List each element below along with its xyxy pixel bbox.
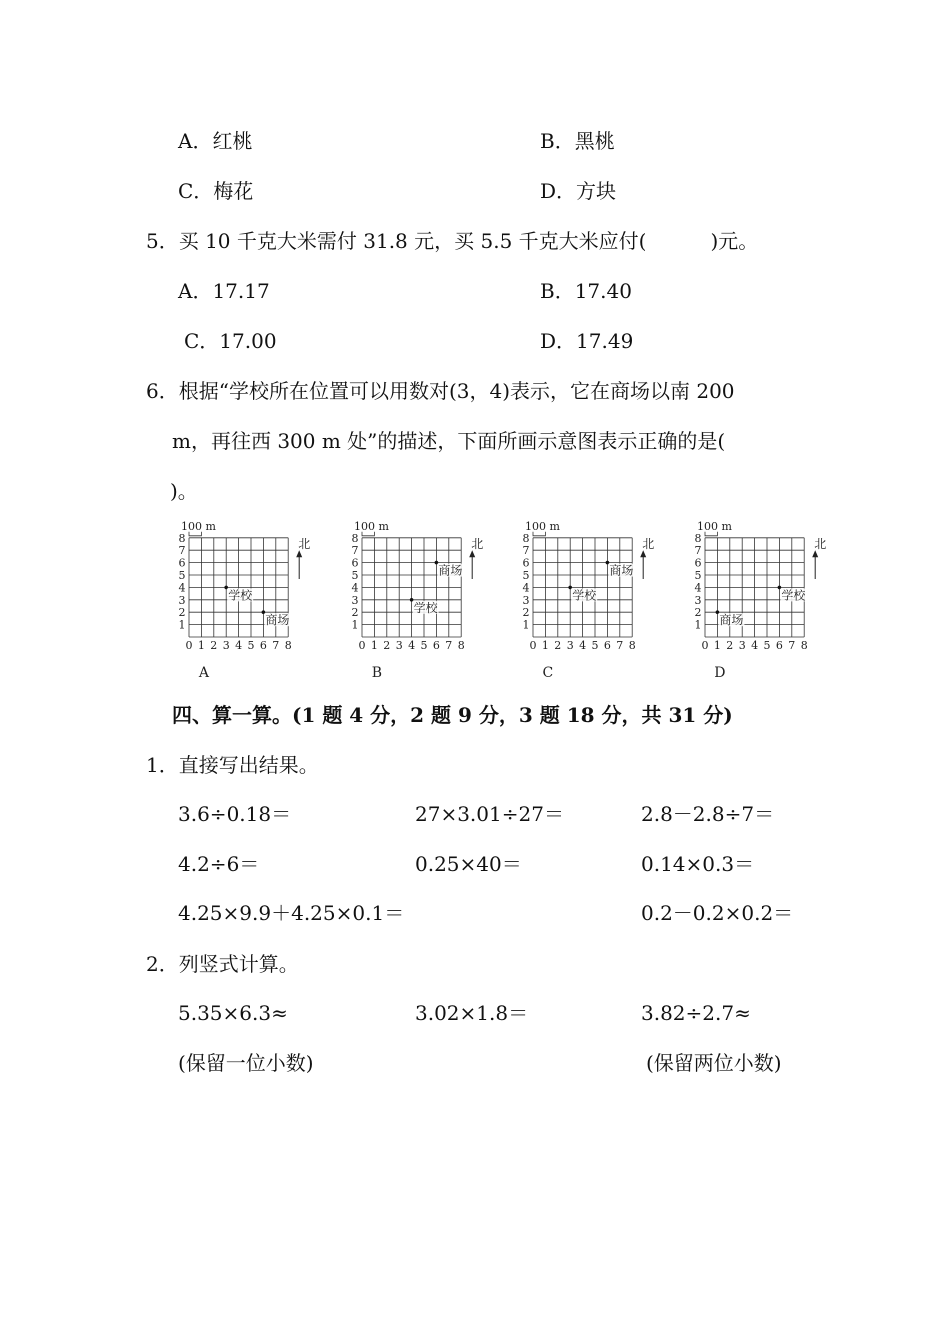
q6-stem-line1: 6．根据“学校所在位置可以用数对(3，4)表示，它在商场以南 200: [146, 379, 735, 403]
y-tick-label: 2: [351, 606, 359, 620]
x-tick-label: 2: [383, 639, 391, 652]
x-tick-label: 0: [358, 639, 366, 652]
grid-svg: [514, 512, 664, 687]
x-tick-label: 6: [603, 639, 611, 652]
s4-q2-note1: (保留一位小数): [178, 1051, 314, 1075]
north-arrow-icon: [640, 550, 646, 557]
q5-stem: [146, 228, 758, 254]
x-tick-label: 0: [701, 639, 709, 652]
s4-q1-r3c1: 4.25×9.9＋4.25×0.1＝: [178, 901, 405, 925]
school-label: 学校: [228, 588, 253, 603]
y-tick-label: 6: [694, 556, 702, 570]
x-tick-label: 6: [775, 639, 783, 652]
q6-grid-d: [686, 512, 836, 687]
q4-option-b: B．黑桃: [540, 129, 615, 153]
y-tick-label: 5: [178, 569, 186, 582]
q6-grid-b: [343, 512, 493, 687]
y-tick-label: 5: [694, 569, 702, 582]
s4-q2-stem: 2．列竖式计算。: [146, 952, 299, 976]
y-tick-label: 6: [351, 556, 359, 570]
x-tick-label: 1: [713, 639, 721, 652]
y-tick-label: 4: [694, 581, 702, 595]
x-tick-label: 0: [185, 639, 193, 652]
y-tick-label: 7: [522, 544, 530, 558]
y-tick-label: 7: [694, 544, 702, 558]
q4-option-c: C．梅花: [178, 179, 254, 203]
y-tick-label: 4: [178, 581, 186, 595]
x-tick-label: 8: [284, 639, 292, 652]
x-tick-label: 4: [579, 639, 587, 652]
north-label: 北: [642, 537, 655, 552]
y-tick-label: 4: [351, 581, 359, 595]
grid-svg: [686, 512, 836, 687]
north-arrow-icon: [469, 550, 475, 557]
mall-label: 商场: [719, 613, 744, 628]
y-tick-label: 4: [522, 581, 530, 595]
grid-option-label: D: [714, 665, 726, 681]
x-tick-label: 7: [788, 639, 796, 652]
s4-q1-stem: 1．直接写出结果。: [146, 753, 319, 777]
q5-option-a: A．17.17: [178, 279, 270, 303]
s4-q2-c2: 3.02×1.8＝: [415, 1001, 529, 1025]
x-tick-label: 8: [628, 639, 636, 652]
x-tick-label: 4: [751, 639, 759, 652]
scale-label: 100 m: [525, 519, 560, 533]
grid-option-label: B: [371, 665, 383, 681]
q6-stem-line2: m，再往西 300 m 处”的描述，下面所画示意图表示正确的是(: [172, 429, 726, 453]
school-label: 学校: [572, 588, 597, 603]
x-tick-label: 4: [408, 639, 416, 652]
grid-option-label: A: [198, 665, 209, 681]
y-tick-label: 6: [178, 556, 186, 570]
y-tick-label: 1: [178, 618, 186, 632]
x-tick-label: 2: [210, 639, 218, 652]
y-tick-label: 2: [178, 606, 186, 620]
q5-stem-after: )元。: [710, 229, 759, 253]
north-label: 北: [298, 537, 311, 552]
x-tick-label: 4: [235, 639, 243, 652]
y-tick-label: 3: [522, 593, 530, 607]
x-tick-label: 2: [726, 639, 734, 652]
x-tick-label: 7: [445, 639, 453, 652]
y-tick-label: 1: [522, 618, 530, 632]
y-tick-label: 3: [178, 593, 186, 607]
s4-q1-r1c3: 2.8－2.8÷7＝: [641, 802, 775, 826]
y-tick-label: 7: [178, 544, 186, 558]
grid-option-label: C: [542, 665, 554, 681]
school-label: 学校: [413, 600, 438, 615]
grid-svg: [343, 512, 493, 687]
y-tick-label: 7: [351, 544, 359, 558]
y-tick-label: 3: [694, 593, 702, 607]
q4-option-d: D．方块: [540, 179, 617, 203]
x-tick-label: 1: [370, 639, 378, 652]
q5-option-c: C．17.00: [184, 329, 277, 353]
north-arrow-icon: [812, 550, 818, 557]
x-tick-label: 3: [222, 639, 230, 652]
y-tick-label: 6: [522, 556, 530, 570]
s4-q1-r2c3: 0.14×0.3＝: [641, 852, 755, 876]
s4-q1-r1c1: 3.6÷0.18＝: [178, 802, 292, 826]
y-tick-label: 3: [351, 593, 359, 607]
x-tick-label: 2: [554, 639, 562, 652]
x-tick-label: 7: [272, 639, 280, 652]
q6-stem-line3: )。: [170, 479, 198, 503]
x-tick-label: 6: [259, 639, 267, 652]
north-arrow-icon: [296, 550, 302, 557]
x-tick-label: 1: [541, 639, 549, 652]
x-tick-label: 7: [616, 639, 624, 652]
x-tick-label: 8: [800, 639, 808, 652]
s4-q2-c1: 5.35×6.3≈: [178, 1001, 288, 1025]
mall-label: 商场: [438, 563, 463, 578]
section4-title: 四、算一算。(1 题 4 分，2 题 9 分，3 题 18 分，共 31 分): [172, 703, 733, 727]
y-tick-label: 5: [522, 569, 530, 582]
y-tick-label: 8: [351, 531, 359, 545]
scale-label: 100 m: [354, 519, 389, 533]
y-tick-label: 1: [351, 618, 359, 632]
x-tick-label: 8: [457, 639, 465, 652]
y-tick-label: 8: [178, 531, 186, 545]
s4-q1-r1c2: 27×3.01÷27＝: [415, 802, 564, 826]
q6-grid-a: [170, 512, 320, 687]
x-tick-label: 1: [197, 639, 205, 652]
y-tick-label: 5: [351, 569, 359, 582]
s4-q2-note3: (保留两位小数): [646, 1051, 782, 1075]
x-tick-label: 5: [763, 639, 771, 652]
north-label: 北: [471, 537, 484, 552]
mall-label: 商场: [265, 613, 290, 628]
s4-q1-r2c1: 4.2÷6＝: [178, 852, 260, 876]
s4-q1-r2c2: 0.25×40＝: [415, 852, 522, 876]
q5-option-b: B．17.40: [540, 279, 632, 303]
x-tick-label: 3: [738, 639, 746, 652]
q5-option-d: D．17.49: [540, 329, 634, 353]
mall-label: 商场: [609, 563, 634, 578]
x-tick-label: 5: [247, 639, 255, 652]
x-tick-label: 0: [529, 639, 537, 652]
y-tick-label: 8: [694, 531, 702, 545]
y-tick-label: 2: [694, 606, 702, 620]
x-tick-label: 5: [591, 639, 599, 652]
y-tick-label: 1: [694, 618, 702, 632]
y-tick-label: 2: [522, 606, 530, 620]
scale-label: 100 m: [181, 519, 216, 533]
q5-stem-before: 5．买 10 千克大米需付 31.8 元，买 5.5 千克大米应付(: [146, 229, 647, 253]
s4-q2-c3: 3.82÷2.7≈: [641, 1001, 751, 1025]
y-tick-label: 8: [522, 531, 530, 545]
x-tick-label: 6: [432, 639, 440, 652]
x-tick-label: 5: [420, 639, 428, 652]
x-tick-label: 3: [395, 639, 403, 652]
x-tick-label: 3: [566, 639, 574, 652]
q6-grid-c: [514, 512, 664, 687]
school-label: 学校: [781, 588, 806, 603]
s4-q1-r3c3: 0.2－0.2×0.2＝: [641, 901, 794, 925]
north-label: 北: [814, 537, 827, 552]
grid-svg: [170, 512, 320, 687]
scale-label: 100 m: [697, 519, 732, 533]
q4-option-a: A．红桃: [178, 129, 253, 153]
